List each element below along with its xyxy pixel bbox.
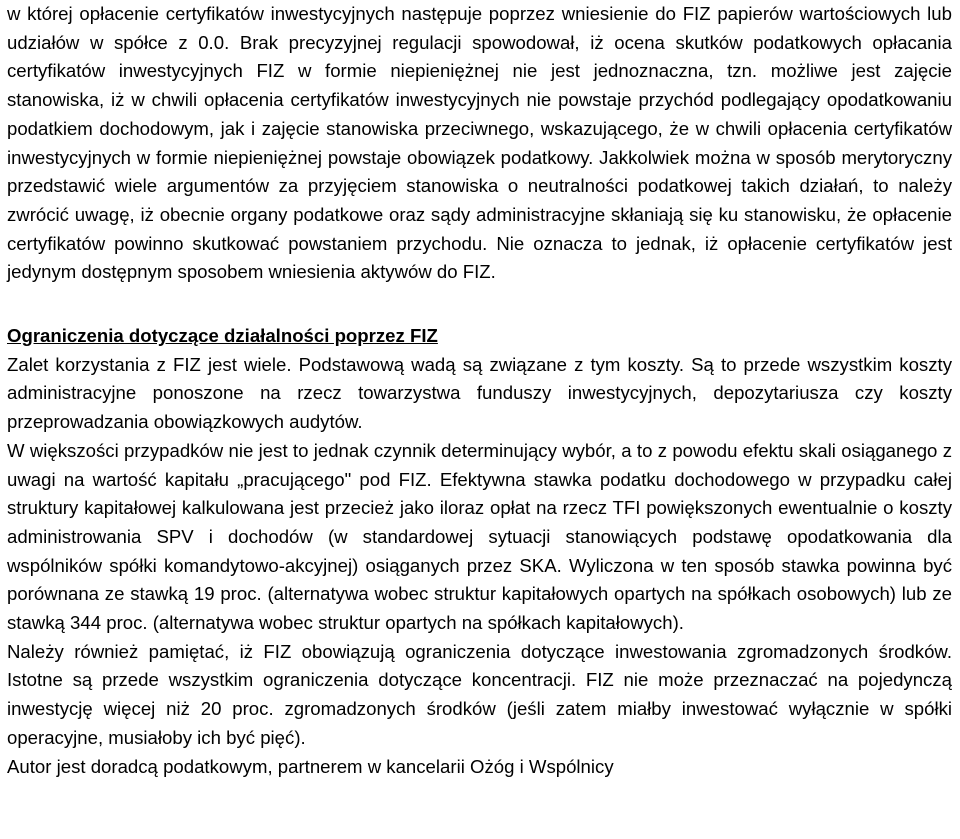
paragraph-tax-assessment: w której opłacenie certyfikatów inwestycyjnych następuje poprzez wniesienie do FIZ papierów wartościowych lub udziałów w spółce z 0.0. Brak precyzyjnej regulacji spowodował, iż ocena skutków podatkowych opłacania certyfikatów inwestycyjnych FIZ w formie niepieniężnej nie jest jednoznaczna, tzn. możliwe jest zajęcie stanowiska, iż w chwili opłacenia certyfikatów inwestycyjnych nie powstaje przychód podlegający opodatkowaniu podatkiem dochodowym, jak i zajęcie stanowiska przeciwnego, wskazującego, że w chwili opłacenia certyfikatów inwestycyjnych w formie niepieniężnej powstaje obowiązek podatkowy. Jakkolwiek można w sposób merytoryczny przedstawić wiele argumentów za przyjęciem stanowiska o neutralności podatkowej takich działań, to należy zwrócić uwagę, iż obecnie organy podatkowe oraz sądy administracyjne skłaniają się ku stanowisku, że opłacenie certyfikatów powinno skutkować powstaniem przychodu. Nie oznacza to jednak, iż opłacenie certyfikatów jest jedynym dostępnym sposobem wniesienia aktywów do FIZ. — [7, 3, 952, 283]
paragraph-investment-limits: Należy również pamiętać, iż FIZ obowiązują ograniczenia dotyczące inwestowania zgromadzonych środków. Istotne są przede wszystkim ograniczenia dotyczące koncentracji. FIZ nie może przeznaczać na pojedynczą inwestycję więcej niż 20 proc. zgromadzonych środków (jeśli zatem miałby inwestować wyłącznie w spółki operacyjne, musiałoby ich być pięć). — [7, 640, 952, 748]
author-line: Autor jest doradcą podatkowym, partnerem w kancelarii Ożóg i Wspólnicy — [7, 755, 614, 777]
section-heading: Ograniczenia dotyczące działalności poprzez FIZ — [7, 325, 438, 347]
paragraph-effective-tax-rate: W większości przypadków nie jest to jednak czynnik determinujący wybór, a to z powodu efektu skali osiąganego z uwagi na wartość kapitału „pracującego" pod FIZ. Efektywna stawka podatku dochodowego w przypadku całej struktury kapitałowej kalkulowana jest przecież jako iloraz opłat na rzecz TFI powiększonych ewentualnie o koszty administrowania SPV i dochodów (w standardowej sytuacji stanowiących podstawę opodatkowania dla wspólników spółki komandytowo-akcyjnej) osiąganych przez SKA. Wyliczona w ten sposób stawka powinna być porównana ze stawką 19 proc. (alternatywa wobec struktur kapitałowych opartych na spółkach osobowych) lub ze stawką 344 proc. (alternatywa wobec struktur opartych na spółkach kapitałowych). — [7, 439, 952, 634]
paragraph-advantages-costs: Zalet korzystania z FIZ jest wiele. Podstawową wadą są związane z tym koszty. Są to przede wszystkim koszty administracyjne ponoszone na rzecz towarzystwa funduszy inwestycyjnych, depozytariusza czy koszty przeprowadzania obowiązkowych audytów. — [7, 353, 952, 433]
